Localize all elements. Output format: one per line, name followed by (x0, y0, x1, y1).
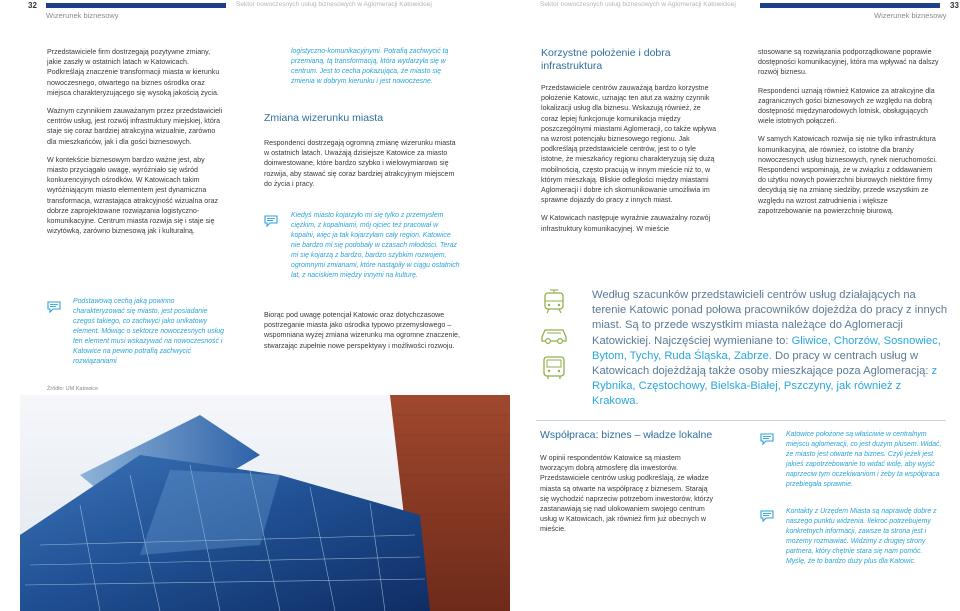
car-icon (539, 322, 569, 346)
right-page-number: 33 (950, 1, 959, 10)
quote-1-continued: logistyczno-komunikacyjnymi. Potrafią zachwycić tą przemianą, tą transformacją, która wydarzyła się w centrum. Jest to cecha pokazująca, że miasto się zmienia w dobrym kierunku i jest nowoczesne. (291, 48, 449, 85)
column-4 (758, 47, 942, 224)
quote-3: Katowice położone są właściwie w centralnym miejscu aglomeracji, co jest dużym plusem. Widać, że miasto jest otwarte na biznes. Czyli jeżeli jest jakieś zapotrzebowanie to widać wolę, aby wyjść naprzeciw tym oczekiwaniom i żeby ta współpraca przebiegała sprawnie. (786, 431, 942, 488)
bubble-icon (760, 509, 774, 523)
bus-icon (540, 355, 568, 381)
right-section-title: Wizerunek biznesowy (874, 11, 947, 20)
left-section-title: Wizerunek biznesowy (46, 11, 119, 20)
bubble-icon (47, 300, 61, 314)
section-heading: Korzystne położenie i dobra infrastruktura (541, 47, 671, 72)
photo-source: Źródło: UM Katowice (47, 386, 99, 392)
quote-2: Kiedyś miasto kojarzyło mi się tylko z przemysłem ciężkim, z kopalniami, mój ojciec też pracował w kopalni, więc ja tak kojarzyłam cały region. Katowice nie bardzo mi się podobały w czasach młodości. Teraz mi się kojarzą z bardzo, bardzo szybkim rozwojem, ogromnymi zmianami, które nastąpiły w ciągu ostatnich lat, z naciskiem między innymi na kulturę. (291, 212, 460, 279)
cities-list-2: z Rybnika, Częstochowy, Bielska-Białej, Pszczyny, (592, 365, 938, 393)
highlight-text-part: Do pracy w centrach usług w Katowicach dojeżdżają także osoby mieszkające poza Aglomeracją: (592, 349, 932, 378)
paragraph: Przedstawiciele centrów zauważają bardzo korzystne położenie Katowic, uznając ten atut za ważny czynnik lokalizacji usług dla biznesu. Wskazują również, że coraz lepiej funkcjonuje komunikacja między poszczególnymi miastami Aglomeracji, co także wpływa na wzrost potencjału biznesowego regionu. Jak podkreślają przedstawiciele centrów, jest to o tyle istotne, że mieszkańcy regionu charakteryzują się dużą mobilnością, często pracują w innym mieście niż to, w którym mieszkają. Bliskie odległości między miastami Aglomeracji i dobre ich skomunikowanie umożliwia im sprawne dojazdy do pracy z innych miast. (541, 84, 717, 205)
paragraph: W Katowicach następuje wyraźnie zauważalny rozwój infrastruktury komunikacyjnej. W mieście (541, 214, 711, 233)
column-1 (47, 47, 225, 244)
divider (536, 420, 946, 421)
paragraph: stosowane są rozwiązania podporządkowane poprawie dostępności komunikacyjnej, która ma wpływać na dalszy rozwój biznesu. (758, 48, 939, 77)
column-3 (541, 83, 719, 242)
highlight-text-part: Według szacunków przedstawicieli centrów usług działających na terenie Katowic ponad połowa pracowników dojeżdża do pracy z innych miast. Są to przede wszystkim miasta należące do Aglomeracji Katowickiej. Najczęściej wymieniane to: (592, 289, 948, 347)
section-heading: Zmiana wizerunku miasta (264, 112, 384, 124)
paragraph: Przedstawiciele firm dostrzegają pozytywne zmiany, jakie zaszły w ostatnich latach w Katowicach. Podkreślają znaczenie transformacji miasta w kierunku nowoczesnego, otwartego na biznes ośrodka oraz miejsca charakteryzującego się wysoką jakością życia. (47, 48, 220, 97)
right-header-bar (760, 3, 940, 8)
left-page-number: 32 (28, 1, 37, 10)
paragraph: Respondenci dostrzegają ogromną zmianę wizerunku miasta w ostatnich latach. Uważają dzisiejsze Katowice za miasto doinwestowane, które bardzo szybko i wielowymiarowo się rozwija, aby stawać się coraz bardziej atrakcyjnym miejscem do życia i pracy. (264, 139, 456, 188)
paragraph: Ważnym czynnikiem zauważanym przez przedstawicieli centrów usług, jest rozwój infrastruktury miejskiej, która staje się coraz bardziej atrakcyjna wizualnie, zarówno dla mieszkańców, jak i dla gości biznesowych. (47, 107, 223, 146)
tram-icon (540, 289, 568, 315)
bubble-icon (760, 432, 774, 446)
building-photo (20, 395, 510, 611)
bubble-icon (264, 214, 278, 228)
paragraph: W samych Katowicach rozwija się nie tylko infrastruktura komunikacyjna, ale również, co istotne dla branży nowoczesnych usług biznesowych, rynek nieruchomości. Respondenci wspominają, że w związku z oddawaniem do użytku nowych powierzchni biurowych niektóre firmy decydują się na zmianę siedziby, przede wszystkim ze względu na wzrost zatrudnienia i większe zapotrzebowanie na powierzchnię biurową. (758, 135, 938, 215)
paragraph: W kontekście biznesowym bardzo ważne jest, aby miasto przyciągało uwagę, wyróżniało się wśród konkurencyjnych ośrodków. W Katowicach takim wyróżniającym miasto elementem jest dynamiczna transformacja, wzrastająca atrakcyjność wizualna oraz dobrze zaprojektowane rozwiązania logistyczno-komunikacyjne. Centrum miasta rozwija się i staje się wizytówką, zarówno biznesową jak i kulturalną. (47, 155, 219, 236)
section-heading: Współpraca: biznes – władze lokalne (540, 429, 713, 441)
highlight-text-end: jak również z Krakowa. (592, 380, 902, 408)
right-running-title: Sektor nowoczesnych usług biznesowych w Aglomeracji Katowickiej (540, 1, 736, 8)
quote-4: Kontakty z Urzędem Miasta są naprawdę dobre z naszego punktu widzenia. Ilekroć potrzebujemy konkretnych informacji, zawsze ta strona jest i możemy rozmawiać. Widzimy z drugiej strony partnera, który chętnie stara się nam pomóc. Myślę, że to bardzo duży plus dla Katowic. (786, 508, 937, 565)
quote-1: Podstawową cechą jaką powinno charakteryzować się miasto, jest posiadanie czegoś takiego, co zachwyci jako unikatowy element. Mówiąc o sektorze nowoczesnych usług ten element musi wskazywać na nowoczesność i Katowice na pewno potrafią zachwycić rozwiązaniami (73, 298, 224, 365)
highlight-text (592, 288, 948, 410)
cities-list-1: Gliwice, Chorzów, Sosnowiec, Bytom, Tychy, Ruda Śląska, Zabrze. (592, 334, 941, 362)
left-running-title: Sektor nowoczesnych usług biznesowych w Aglomeracji Katowickiej (236, 1, 432, 8)
left-header-bar (46, 3, 226, 8)
paragraph: Respondenci uznają również Katowice za atrakcyjne dla zagranicznych gości biznesowych ze względu na dobrą dostępność międzynarodowych lotnisk, obsługujących wiele istotnych połączeń. (758, 86, 935, 126)
paragraph: W opinii respondentów Katowice są miastem tworzącym dobrą atmosferę dla inwestorów. Przedstawiciele centrów usług podkreślają, że władze miasta są otwarte na współpracę z biznesem. Starają się wychodzić naprzeciw potrzebom inwestorów, którzy zastanawiają się nad ulokowaniem swojego centrum usług w Katowicach, jak również firm już obecnych w mieście. (540, 454, 714, 534)
paragraph: Biorąc pod uwagę potencjał Katowic oraz dotychczasowe postrzeganie miasta jako ośrodka typowo przemysłowego – wspomniana wyżej zmiana wizerunku ma ogromne znaczenie, stwarzając zupełnie nowe perspektywy i możliwości rozwoju. (264, 311, 460, 350)
